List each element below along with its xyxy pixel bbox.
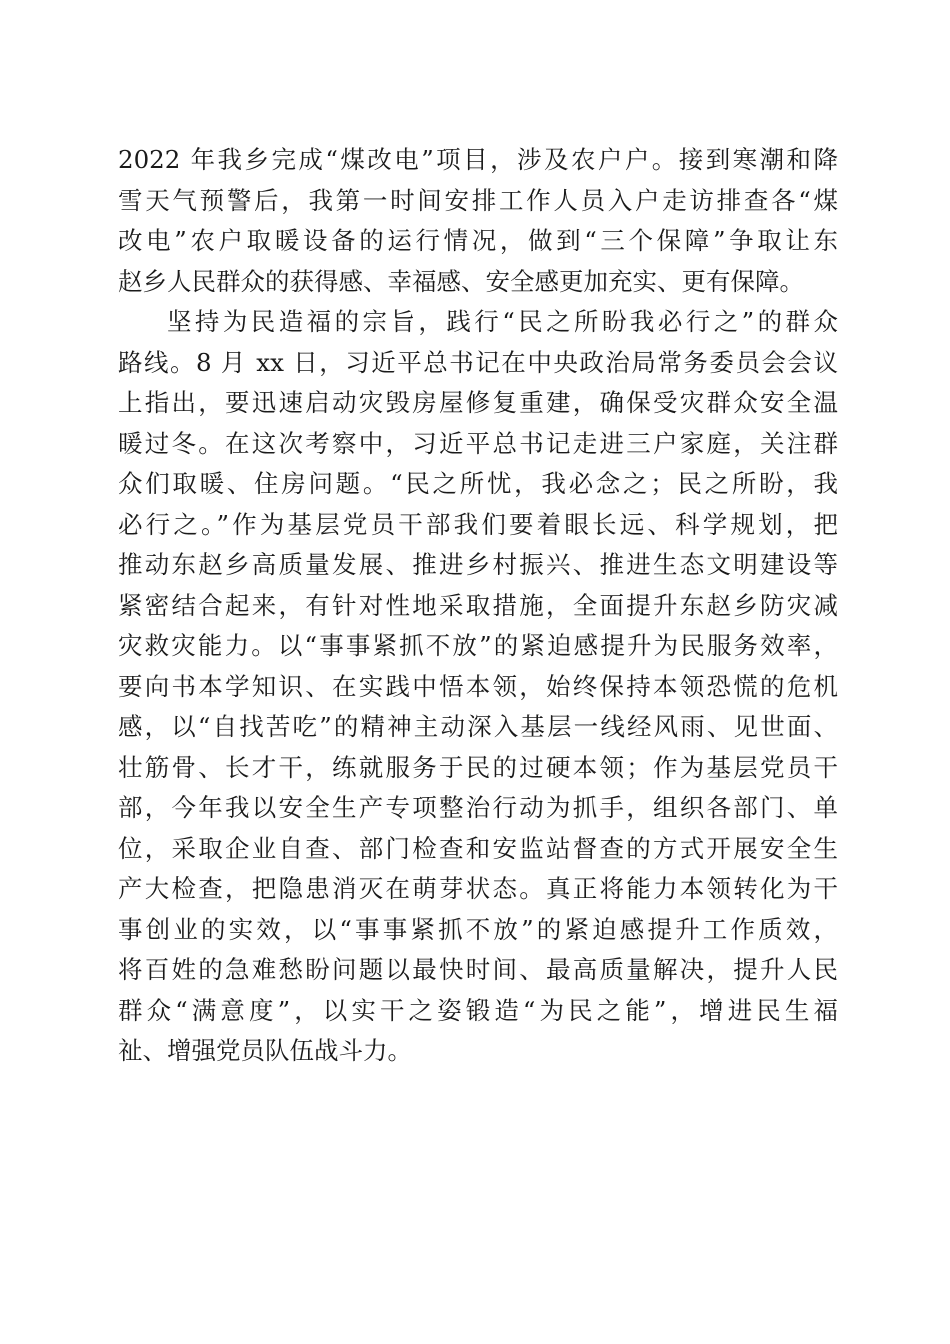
- text-line: 暖过冬。在这次考察中，习近平总书记走进三户家庭，关注群: [118, 428, 838, 458]
- text-line: 将百姓的急难愁盼问题以最快时间、最高质量解决，提升人民: [118, 955, 838, 984]
- text-line: 上指出，要迅速启动灾毁房屋修复重建，确保受灾群众安全温: [118, 388, 838, 417]
- document-body: [118, 140, 838, 1072]
- text-line: 改电”农户取暖设备的运行情况，做到“三个保障”争取让东: [118, 226, 838, 255]
- text-line: 事创业的实效，以“事事紧抓不放”的紧迫感提升工作质效，: [118, 914, 838, 944]
- text-line: 路线。8 月 xx 日，习近平总书记在中央政治局常务委员会会议: [118, 347, 838, 377]
- text-line: 产大检查，把隐患消灭在萌芽状态。真正将能力本领转化为干: [118, 874, 838, 903]
- text-line: 部，今年我以安全生产专项整治行动为抓手，组织各部门、单: [118, 793, 838, 822]
- text-line: 紧密结合起来，有针对性地采取措施，全面提升东赵乡防灾减: [118, 590, 838, 620]
- text-line: 灾救灾能力。以“事事紧抓不放”的紧迫感提升为民服务效率，: [118, 631, 838, 660]
- text-line: 壮筋骨、长才干，练就服务于民的过硬本领；作为基层党员干: [118, 752, 838, 782]
- text-line: 群众“满意度”，以实干之姿锻造“为民之能”，增进民生福: [118, 995, 838, 1025]
- text-line: 坚持为民造福的宗旨，践行“民之所盼我必行之”的群众: [167, 307, 838, 336]
- text-line: 位，采取企业自查、部门检查和安监站督查的方式开展安全生: [118, 833, 838, 863]
- text-line: 推动东赵乡高质量发展、推进乡村振兴、推进生态文明建设等: [118, 550, 838, 579]
- text-line: 赵乡人民群众的获得感、幸福感、安全感更加充实、更有保障。: [118, 266, 804, 296]
- paragraph-2: [118, 302, 838, 1072]
- text-line: 众们取暖、住房问题。“民之所忧，我必念之；民之所盼，我: [118, 469, 838, 498]
- text-line: 雪天气预警后，我第一时间安排工作人员入户走访排查各“煤: [118, 185, 838, 215]
- text-line: 感，以“自找苦吃”的精神主动深入基层一线经风雨、见世面、: [118, 712, 838, 741]
- text-line: 必行之。”作为基层党员干部我们要着眼长远、科学规划，把: [118, 509, 838, 539]
- text-line: 祉、增强党员队伍战斗力。: [118, 1036, 412, 1065]
- paragraph-1: [118, 140, 838, 302]
- text-line: 2022 年我乡完成“煤改电”项目，涉及农户户。接到寒潮和降: [118, 145, 838, 174]
- text-line: 要向书本学知识、在实践中悟本领，始终保持本领恐慌的危机: [118, 671, 838, 701]
